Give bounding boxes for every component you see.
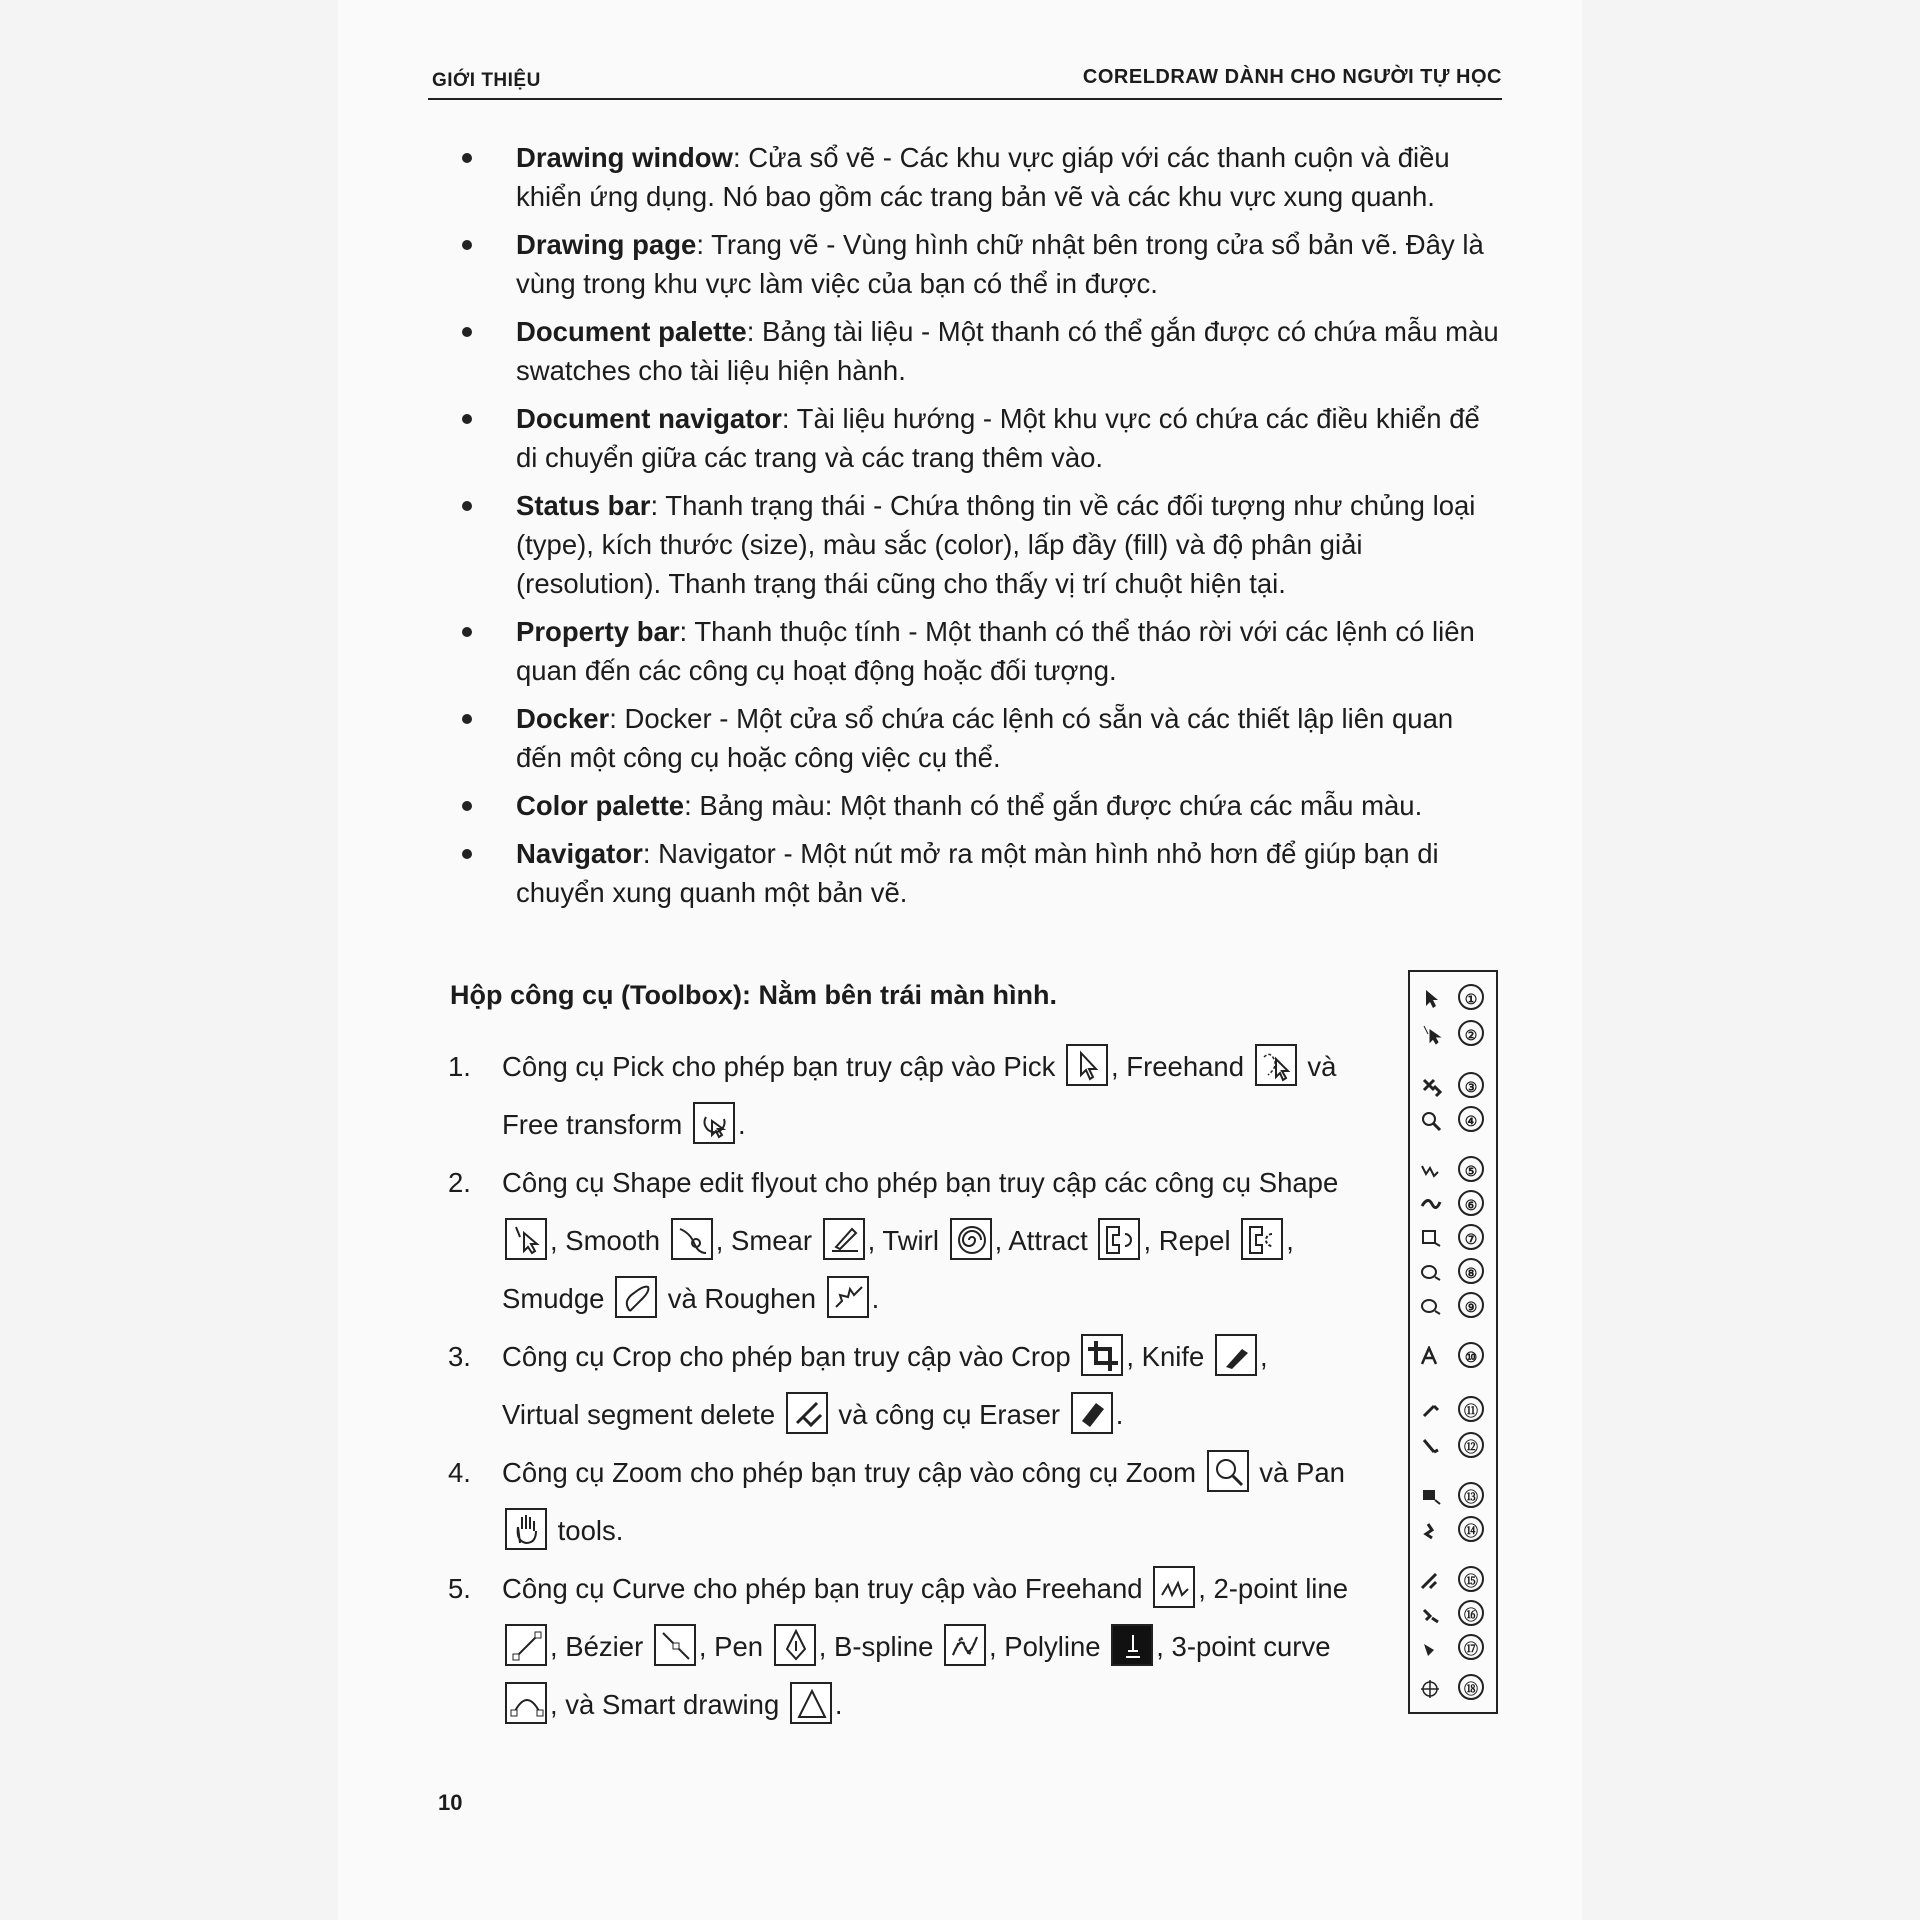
list-item bbox=[462, 786, 1504, 825]
callout-number: ⑯ bbox=[1458, 1600, 1484, 1626]
callout-number: ⑧ bbox=[1458, 1258, 1484, 1284]
step-text: , và Smart drawing bbox=[550, 1689, 780, 1720]
section-heading: Hộp công cụ (Toolbox): Nằm bên trái màn hình. bbox=[450, 980, 1057, 1010]
toolbox-row bbox=[1418, 1190, 1492, 1220]
step-text: và công cụ Eraser bbox=[838, 1399, 1061, 1430]
term: Property bar bbox=[516, 616, 680, 647]
bullet-icon bbox=[462, 327, 472, 337]
shape-tool-icon bbox=[505, 1218, 547, 1260]
bullet-icon bbox=[462, 714, 472, 724]
toolbox-row bbox=[1418, 1566, 1492, 1596]
step-text: Công cụ Curve cho phép bạn truy cập vào Freehand bbox=[502, 1573, 1143, 1604]
step-text: , Bézier bbox=[550, 1631, 644, 1662]
toolbox-row bbox=[1418, 1156, 1492, 1186]
bullet-icon bbox=[462, 240, 472, 250]
callout-number: ⑮ bbox=[1458, 1566, 1484, 1592]
callout-number: ⑬ bbox=[1458, 1482, 1484, 1508]
bezier-tool-icon bbox=[654, 1624, 696, 1666]
step-text: . bbox=[834, 1689, 843, 1720]
toolbox-row bbox=[1418, 1516, 1492, 1546]
freehand-pick-icon bbox=[1255, 1044, 1297, 1086]
roughen-tool-icon bbox=[827, 1276, 869, 1318]
list-item bbox=[462, 138, 1504, 216]
step-3 bbox=[448, 1328, 1348, 1444]
step-text: , Smear bbox=[715, 1225, 812, 1256]
list-item bbox=[462, 399, 1504, 477]
step-text: , Polyline bbox=[989, 1631, 1101, 1662]
smudge-tool-icon bbox=[615, 1276, 657, 1318]
callout-number: ③ bbox=[1458, 1072, 1484, 1098]
zoom-tool-icon bbox=[1207, 1450, 1249, 1492]
callout-number: ⑫ bbox=[1458, 1432, 1484, 1458]
term: Color palette bbox=[516, 790, 685, 821]
attract-tool-icon bbox=[1098, 1218, 1140, 1260]
step-4 bbox=[448, 1444, 1348, 1560]
polyline-icon bbox=[1111, 1624, 1153, 1666]
step-text: , Virtual segment delete bbox=[502, 1341, 1268, 1430]
callout-number: ⑰ bbox=[1458, 1634, 1484, 1660]
step-number: 3. bbox=[448, 1341, 471, 1372]
step-number: 2. bbox=[448, 1167, 471, 1198]
term: Document navigator bbox=[516, 403, 782, 434]
toolbox-row bbox=[1418, 1482, 1492, 1512]
step-text: và Pan bbox=[1259, 1457, 1345, 1488]
definition: : Bảng tài liệu - Một thanh có thể gắn được có chứa mẫu màu swatches cho tài liệu hiện hành. bbox=[516, 316, 1499, 386]
step-text: và Free transform bbox=[502, 1051, 1337, 1140]
term: Docker bbox=[516, 703, 610, 734]
toolbox-row bbox=[1418, 984, 1492, 1014]
crop-tool-icon bbox=[1081, 1334, 1123, 1376]
step-5 bbox=[448, 1560, 1348, 1734]
term: Drawing page bbox=[516, 229, 697, 260]
step-1 bbox=[448, 1038, 1348, 1154]
running-header bbox=[428, 62, 1502, 100]
smooth-tool-icon bbox=[671, 1218, 713, 1260]
twirl-tool-icon bbox=[950, 1218, 992, 1260]
smart-drawing-icon bbox=[790, 1682, 832, 1724]
pick-tool-icon bbox=[1066, 1044, 1108, 1086]
step-text: , Freehand bbox=[1111, 1051, 1245, 1082]
step-text: , Repel bbox=[1143, 1225, 1231, 1256]
term: Status bar bbox=[516, 490, 651, 521]
toolbox-row bbox=[1418, 1258, 1492, 1288]
callout-number: ⑭ bbox=[1458, 1516, 1484, 1542]
step-text: và Roughen bbox=[667, 1283, 817, 1314]
bullet-list bbox=[462, 138, 1504, 921]
pen-tool-icon bbox=[774, 1624, 816, 1666]
bullet-icon bbox=[462, 153, 472, 163]
step-text: . bbox=[1115, 1399, 1124, 1430]
three-point-curve-icon bbox=[505, 1682, 547, 1724]
numbered-steps bbox=[448, 1038, 1348, 1734]
toolbox-row bbox=[1418, 1600, 1492, 1630]
step-number: 4. bbox=[448, 1457, 471, 1488]
definition: : Thanh thuộc tính - Một thanh có thể tháo rời với các lệnh có liên quan đến các công cụ hoạt động hoặc đối tượng. bbox=[516, 616, 1475, 686]
list-item bbox=[462, 225, 1504, 303]
bullet-icon bbox=[462, 849, 472, 859]
virtual-segment-delete-icon bbox=[786, 1392, 828, 1434]
list-item bbox=[462, 612, 1504, 690]
list-item bbox=[462, 486, 1504, 603]
callout-number: ⑥ bbox=[1458, 1190, 1484, 1216]
header-section-title: GIỚI THIỆU bbox=[432, 70, 541, 91]
step-text: , Smooth bbox=[550, 1225, 661, 1256]
term: Document palette bbox=[516, 316, 747, 347]
callout-number: ⑪ bbox=[1458, 1396, 1484, 1422]
callout-number: ① bbox=[1458, 984, 1484, 1010]
step-text: Công cụ Shape edit flyout cho phép bạn truy cập các công cụ Shape bbox=[502, 1167, 1339, 1198]
callout-number: ⑤ bbox=[1458, 1156, 1484, 1182]
step-2 bbox=[448, 1154, 1348, 1328]
list-item bbox=[462, 312, 1504, 390]
toolbox-row bbox=[1418, 1674, 1492, 1704]
step-text: , Pen bbox=[698, 1631, 764, 1662]
b-spline-icon bbox=[944, 1624, 986, 1666]
bullet-icon bbox=[462, 414, 472, 424]
freehand-curve-icon bbox=[1153, 1566, 1195, 1608]
repel-tool-icon bbox=[1241, 1218, 1283, 1260]
definition: : Bảng màu: Một thanh có thể gắn được chứa các mẫu màu. bbox=[684, 790, 1423, 821]
step-number: 5. bbox=[448, 1573, 471, 1604]
term: Navigator bbox=[516, 838, 643, 869]
smear-tool-icon bbox=[823, 1218, 865, 1260]
knife-tool-icon bbox=[1215, 1334, 1257, 1376]
list-item bbox=[462, 699, 1504, 777]
bullet-icon bbox=[462, 501, 472, 511]
header-book-title: CORELDRAW DÀNH CHO NGƯỜI TỰ HỌC bbox=[1082, 66, 1502, 88]
list-item bbox=[462, 834, 1504, 912]
pan-tool-icon bbox=[505, 1508, 547, 1550]
definition: : Trang vẽ - Vùng hình chữ nhật bên trong cửa sổ bản vẽ. Đây là vùng trong khu vực làm việc của bạn có thể in được. bbox=[516, 229, 1484, 299]
step-text: , B-spline bbox=[818, 1631, 934, 1662]
page-number: 10 bbox=[438, 1790, 463, 1815]
bullet-icon bbox=[462, 801, 472, 811]
definition: : Cửa sổ vẽ - Các khu vực giáp với các thanh cuộn và điều khiển ứng dụng. Nó bao gồm các trang bản vẽ và các khu vực xung quanh. bbox=[516, 142, 1450, 212]
toolbox-row bbox=[1418, 1224, 1492, 1254]
definition: : Thanh trạng thái - Chứa thông tin về các đối tượng như chủng loại (type), kích thước (size), màu sắc (color), lấp đầy (fill) và độ phân giải (resolution). Thanh trạng thái cũng cho thấy vị trí chuột hiện tại. bbox=[516, 490, 1476, 599]
step-text: , Smudge bbox=[502, 1225, 1294, 1314]
bullet-icon bbox=[462, 627, 472, 637]
term: Drawing window bbox=[516, 142, 733, 173]
callout-number: ④ bbox=[1458, 1106, 1484, 1132]
callout-number: ⑩ bbox=[1458, 1342, 1484, 1368]
step-text: . bbox=[871, 1283, 880, 1314]
callout-number: ⑦ bbox=[1458, 1224, 1484, 1250]
eraser-tool-icon bbox=[1071, 1392, 1113, 1434]
toolbox-row bbox=[1418, 1432, 1492, 1462]
step-text: Công cụ Crop cho phép bạn truy cập vào Crop bbox=[502, 1341, 1071, 1372]
toolbox-row bbox=[1418, 1634, 1492, 1664]
callout-number: ⑱ bbox=[1458, 1674, 1484, 1700]
definition: : Docker - Một cửa sổ chứa các lệnh có sẵn và các thiết lập liên quan đến một công cụ hoặc công việc cụ thể. bbox=[516, 703, 1454, 773]
two-point-line-icon bbox=[505, 1624, 547, 1666]
callout-number: ⑨ bbox=[1458, 1292, 1484, 1318]
toolbox-row bbox=[1418, 1396, 1492, 1426]
step-text: , Knife bbox=[1126, 1341, 1205, 1372]
toolbox-row bbox=[1418, 1106, 1492, 1136]
free-transform-icon bbox=[693, 1102, 735, 1144]
step-number: 1. bbox=[448, 1051, 471, 1082]
step-text: Công cụ Zoom cho phép bạn truy cập vào công cụ Zoom bbox=[502, 1457, 1197, 1488]
definition: : Tài liệu hướng - Một khu vực có chứa các điều khiển để di chuyển giữa các trang và các trang thêm vào. bbox=[516, 403, 1480, 473]
step-text: , Attract bbox=[994, 1225, 1088, 1256]
step-text: . bbox=[737, 1109, 746, 1140]
step-text: , Twirl bbox=[867, 1225, 939, 1256]
toolbox-row bbox=[1418, 1020, 1492, 1050]
toolbox-row bbox=[1418, 1072, 1492, 1102]
toolbox-row bbox=[1418, 1342, 1492, 1372]
toolbox-row bbox=[1418, 1292, 1492, 1322]
step-text: Công cụ Pick cho phép bạn truy cập vào Pick bbox=[502, 1051, 1056, 1082]
toolbox-illustration bbox=[1408, 970, 1498, 1714]
step-text: tools. bbox=[557, 1515, 624, 1546]
definition: : Navigator - Một nút mở ra một màn hình nhỏ hơn để giúp bạn di chuyển xung quanh một bản vẽ. bbox=[516, 838, 1439, 908]
step-text: , 3-point curve bbox=[1156, 1631, 1331, 1662]
step-text: , 2-point line bbox=[1198, 1573, 1349, 1604]
callout-number: ② bbox=[1458, 1020, 1484, 1046]
